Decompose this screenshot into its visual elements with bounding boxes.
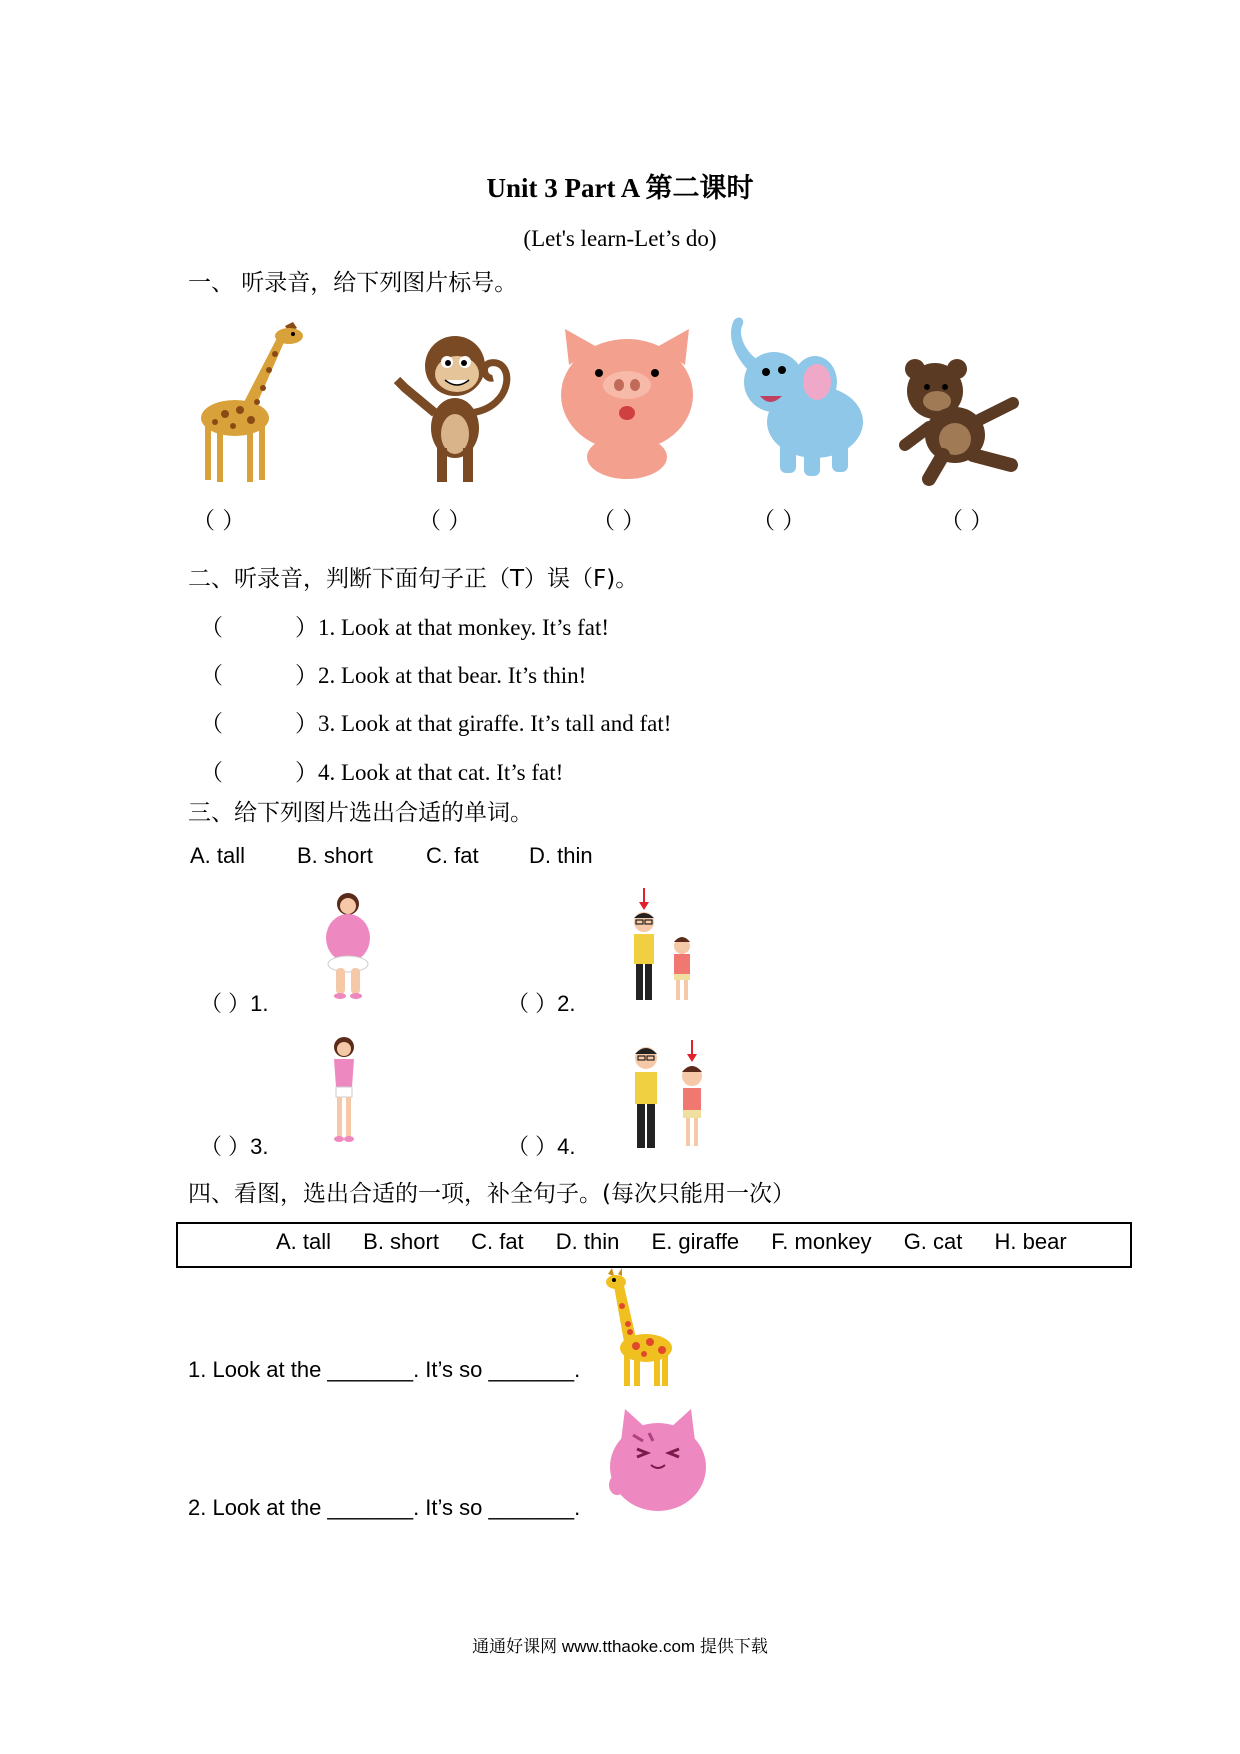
option-d: D. thin	[529, 843, 593, 868]
tf-item-2	[200, 657, 586, 690]
section4-heading: 四、看图，选出合适的一项，补全句子。(每次只能用一次）	[188, 1181, 795, 1207]
word-option: F. monkey	[771, 1229, 872, 1254]
tf-sentence: 2. Look at that bear. It’s thin!	[318, 663, 587, 688]
thin-girl-icon	[322, 1035, 368, 1147]
tf-sentence: 4. Look at that cat. It’s fat!	[318, 760, 564, 785]
monkey-icon	[385, 318, 525, 488]
spotted-giraffe-icon	[600, 1268, 680, 1392]
tf-item-4	[200, 754, 563, 787]
word-option: G. cat	[903, 1229, 963, 1254]
pig-icon	[555, 325, 700, 485]
option-a: A. tall	[190, 843, 246, 868]
word-bank	[276, 1229, 1093, 1255]
elephant-icon	[720, 312, 870, 487]
word-option: B. short	[363, 1229, 439, 1254]
tf-open-paren: （	[200, 711, 223, 737]
giraffe-icon	[185, 318, 315, 488]
word-option: E. giraffe	[651, 1229, 740, 1254]
bear-icon	[893, 355, 1028, 485]
fig-item-2: （ ）2.	[507, 991, 576, 1016]
option-b: B. short	[297, 843, 373, 868]
page-subtitle: (Let's learn-Let’s do)	[523, 226, 717, 251]
tf-open-paren: （	[200, 615, 223, 641]
pink-cat-icon	[603, 1405, 713, 1517]
fig-item-1: （ ）1.	[200, 991, 269, 1016]
section3-heading: 三、给下列图片选出合适的单词。	[188, 800, 533, 826]
tf-item-1	[200, 609, 609, 642]
tall-man-short-girl-arrow-girl-icon	[626, 1040, 716, 1152]
tf-sentence: 1. Look at that monkey. It’s fat!	[318, 615, 610, 640]
tf-close-paren: ）	[295, 711, 318, 737]
word-option: A. tall	[276, 1229, 332, 1254]
fig-item-3: （ ）3.	[200, 1134, 269, 1159]
tf-open-paren: （	[200, 760, 223, 786]
footer-credit: 通通好课网 www.tthaoke.com 提供下载	[472, 1637, 768, 1656]
paren-elephant: （ ）	[752, 508, 806, 534]
tf-close-paren: ）	[295, 760, 318, 786]
paren-bear: （ ）	[940, 508, 994, 534]
page-title: Unit 3 Part A 第二课时	[486, 173, 754, 203]
tf-item-3	[200, 705, 671, 738]
section2-heading: 二、听录音，判断下面句子正（T）误（F)。	[188, 566, 639, 592]
word-option: D. thin	[555, 1229, 620, 1254]
paren-monkey: （ ）	[418, 508, 472, 534]
option-c: C. fat	[426, 843, 479, 868]
sentence-1: 1. Look at the _______. It’s so _______.	[188, 1357, 581, 1382]
section1-heading: 一、 听录音，给下列图片标号。	[188, 270, 518, 296]
paren-pig: （ ）	[592, 508, 646, 534]
word-option: H. bear	[994, 1229, 1067, 1254]
tf-close-paren: ）	[295, 663, 318, 689]
fat-girl-icon	[318, 890, 378, 1002]
fig-item-4: （ ）4.	[507, 1134, 576, 1159]
paren-giraffe: （ ）	[192, 508, 246, 534]
sentence-2: 2. Look at the _______. It’s so _______.	[188, 1495, 581, 1520]
tall-man-short-girl-arrow-man-icon	[626, 888, 706, 1006]
tf-sentence: 3. Look at that giraffe. It’s tall and fat!	[318, 711, 672, 736]
tf-close-paren: ）	[295, 615, 318, 641]
tf-open-paren: （	[200, 663, 223, 689]
word-option: C. fat	[471, 1229, 524, 1254]
